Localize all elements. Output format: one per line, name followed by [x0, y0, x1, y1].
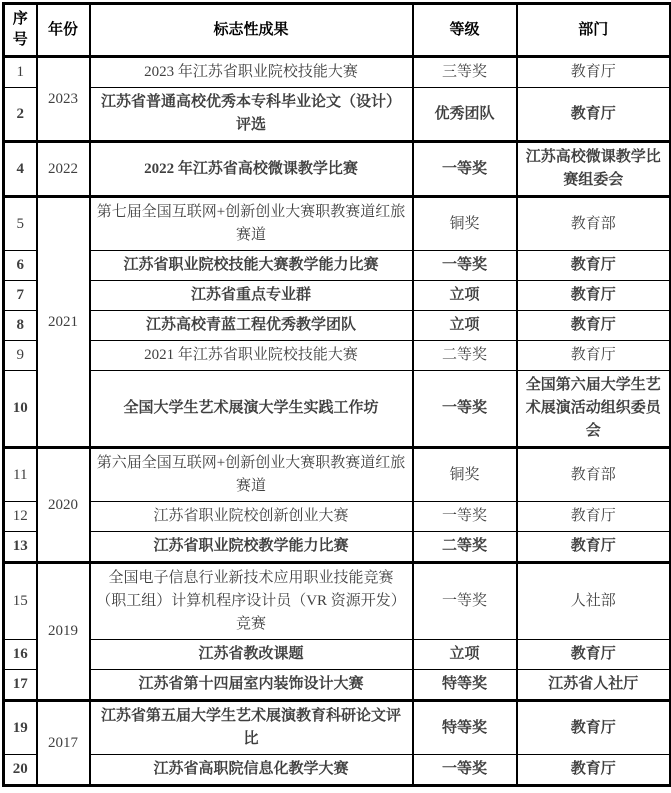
table-row [4, 311, 671, 341]
department-cell: 教育厅 [517, 755, 671, 786]
department-cell: 教育厅 [517, 88, 671, 142]
grade-cell: 立项 [413, 281, 517, 311]
achievement-cell: 江苏省教改课题 [90, 640, 413, 670]
achievement-cell: 江苏省职业院校技能大赛教学能力比赛 [90, 251, 413, 281]
table-row [4, 251, 671, 281]
grade-cell: 二等奖 [413, 532, 517, 563]
row-number-cell: 6 [4, 251, 37, 281]
table-row [4, 532, 671, 563]
table-row [4, 341, 671, 371]
department-cell: 教育部 [517, 448, 671, 502]
row-number-cell: 9 [4, 341, 37, 371]
grade-cell: 特等奖 [413, 670, 517, 701]
header-achievement: 标志性成果 [90, 4, 413, 57]
grade-cell: 铜奖 [413, 448, 517, 502]
table-row [4, 502, 671, 532]
table-row [4, 197, 671, 251]
row-number-cell: 17 [4, 670, 37, 701]
row-number-cell: 12 [4, 502, 37, 532]
department-cell: 教育厅 [517, 281, 671, 311]
achievement-cell: 江苏省职业院校教学能力比赛 [90, 532, 413, 563]
department-cell: 全国第六届大学生艺术展演活动组织委员会 [517, 371, 671, 448]
year-cell: 2023 [37, 57, 90, 142]
row-number-cell: 13 [4, 532, 37, 563]
table-row [4, 448, 671, 502]
table-row [4, 701, 671, 755]
year-cell: 2019 [37, 563, 90, 701]
row-number-cell: 1 [4, 57, 37, 88]
department-cell: 教育部 [517, 197, 671, 251]
grade-cell: 立项 [413, 311, 517, 341]
achievement-cell: 2023 年江苏省职业院校技能大赛 [90, 57, 413, 88]
achievement-cell: 江苏高校青蓝工程优秀教学团队 [90, 311, 413, 341]
achievement-cell: 江苏省第十四届室内装饰设计大赛 [90, 670, 413, 701]
row-number-cell: 16 [4, 640, 37, 670]
department-cell: 教育厅 [517, 251, 671, 281]
header-row [4, 4, 671, 57]
grade-cell: 铜奖 [413, 197, 517, 251]
achievements-table [2, 2, 671, 787]
table-header [4, 4, 671, 57]
achievement-cell: 第七届全国互联网+创新创业大赛职教赛道红旅赛道 [90, 197, 413, 251]
achievement-cell: 江苏省职业院校创新创业大赛 [90, 502, 413, 532]
row-number-cell: 2 [4, 88, 37, 142]
department-cell: 江苏高校微课教学比赛组委会 [517, 142, 671, 197]
achievement-cell: 第六届全国互联网+创新创业大赛职教赛道红旅赛道 [90, 448, 413, 502]
row-number-cell: 10 [4, 371, 37, 448]
department-cell: 教育厅 [517, 311, 671, 341]
table-row [4, 142, 671, 197]
year-cell: 2017 [37, 701, 90, 786]
achievement-cell: 全国电子信息行业新技术应用职业技能竞赛（职工组）计算机程序设计员（VR 资源开发）竞赛 [90, 563, 413, 640]
department-cell: 教育厅 [517, 341, 671, 371]
grade-cell: 优秀团队 [413, 88, 517, 142]
row-number-cell: 15 [4, 563, 37, 640]
header-year: 年份 [37, 4, 90, 57]
department-cell: 教育厅 [517, 57, 671, 88]
grade-cell: 特等奖 [413, 701, 517, 755]
row-number-cell: 7 [4, 281, 37, 311]
grade-cell: 一等奖 [413, 755, 517, 786]
department-cell: 人社部 [517, 563, 671, 640]
table-row [4, 755, 671, 786]
grade-cell: 一等奖 [413, 142, 517, 197]
table-row [4, 670, 671, 701]
row-number-cell: 5 [4, 197, 37, 251]
header-department: 部门 [517, 4, 671, 57]
department-cell: 教育厅 [517, 502, 671, 532]
grade-cell: 立项 [413, 640, 517, 670]
achievement-cell: 江苏省第五届大学生艺术展演教育科研论文评比 [90, 701, 413, 755]
department-cell: 教育厅 [517, 701, 671, 755]
table-row [4, 281, 671, 311]
department-cell: 教育厅 [517, 640, 671, 670]
achievement-cell: 江苏省重点专业群 [90, 281, 413, 311]
grade-cell: 二等奖 [413, 341, 517, 371]
achievement-cell: 2022 年江苏省高校微课教学比赛 [90, 142, 413, 197]
row-number-cell: 11 [4, 448, 37, 502]
table-row [4, 88, 671, 142]
table-row [4, 563, 671, 640]
achievement-cell: 江苏省普通高校优秀本专科毕业论文（设计）评选 [90, 88, 413, 142]
year-cell: 2020 [37, 448, 90, 563]
row-number-cell: 8 [4, 311, 37, 341]
grade-cell: 一等奖 [413, 251, 517, 281]
grade-cell: 一等奖 [413, 563, 517, 640]
department-cell: 教育厅 [517, 532, 671, 563]
header-serial-number: 序号 [4, 4, 37, 57]
row-number-cell: 4 [4, 142, 37, 197]
table-row [4, 640, 671, 670]
achievement-cell: 江苏省高职院信息化教学大赛 [90, 755, 413, 786]
grade-cell: 一等奖 [413, 502, 517, 532]
grade-cell: 三等奖 [413, 57, 517, 88]
row-number-cell: 19 [4, 701, 37, 755]
achievement-cell: 全国大学生艺术展演大学生实践工作坊 [90, 371, 413, 448]
achievement-cell: 2021 年江苏省职业院校技能大赛 [90, 341, 413, 371]
header-grade: 等级 [413, 4, 517, 57]
row-number-cell: 20 [4, 755, 37, 786]
year-cell: 2021 [37, 197, 90, 448]
results-table-body [4, 57, 671, 786]
department-cell: 江苏省人社厅 [517, 670, 671, 701]
grade-cell: 一等奖 [413, 371, 517, 448]
year-cell: 2022 [37, 142, 90, 197]
table-row [4, 57, 671, 88]
table-row [4, 371, 671, 448]
